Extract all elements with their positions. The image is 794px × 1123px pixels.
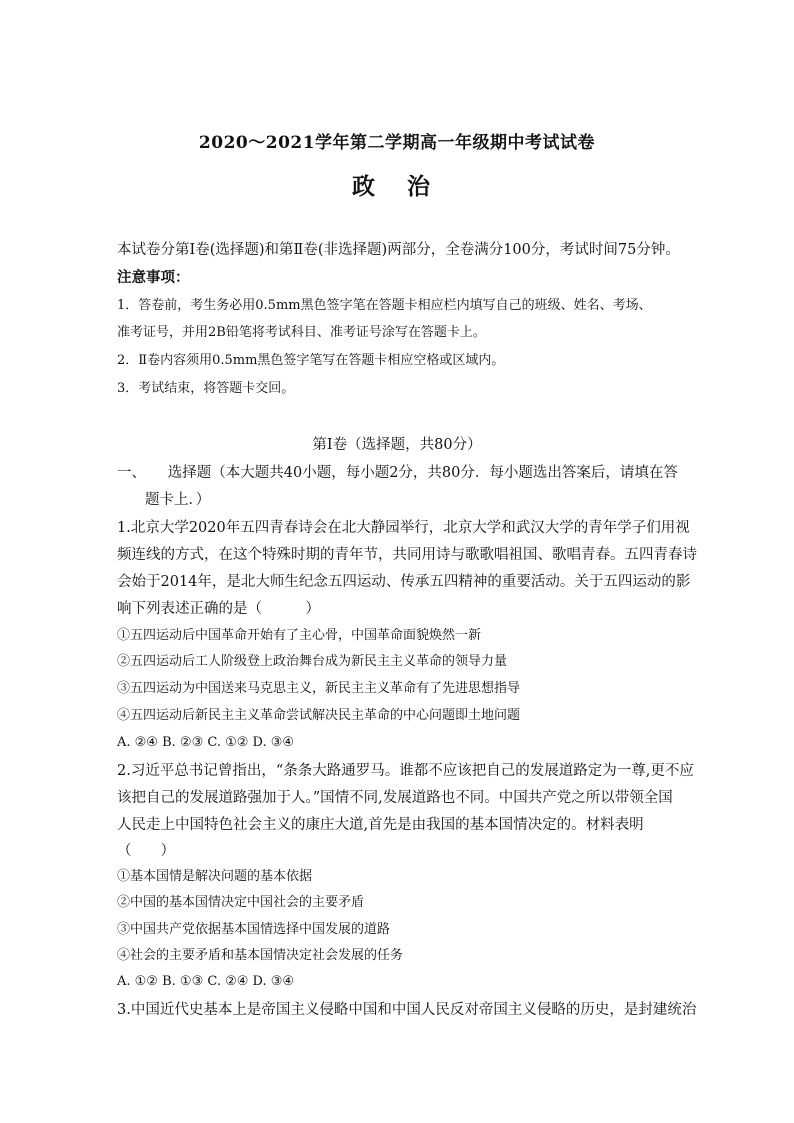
question-option: ①五四运动后中国革命开始有了主心骨，中国革命面貌焕然一新 bbox=[117, 628, 482, 643]
question-option: ④社会的主要矛盾和基本国情决定社会发展的任务 bbox=[117, 948, 404, 963]
question-option: ③五四运动为中国送来马克思主义，新民主主义革命有了先进思想指导 bbox=[117, 681, 521, 696]
subject-title: 政 治 bbox=[351, 173, 442, 200]
question-stem: 3.中国近代史基本上是帝国主义侵略中国和中国人民反对帝国主义侵略的历史，是封建统治 bbox=[117, 1002, 697, 1018]
notice-line: 3．考试结束，将答题卡交回。 bbox=[117, 381, 295, 396]
answer-choices: A. ②④ B. ②③ C. ①② D. ③④ bbox=[117, 735, 295, 750]
section-heading: 第Ⅰ卷（选择题，共80分） bbox=[312, 437, 482, 453]
question-stem: （ ） bbox=[117, 843, 175, 859]
question-stem: 该把自己的发展道路强加于人。”国情不同,发展道路也不同。中国共产党之所以带领全国 bbox=[117, 790, 673, 806]
question-stem: 会始于2014年，是北大师生纪念五四运动、传承五四精神的重要活动。关于五四运动的影 bbox=[117, 574, 691, 590]
question-option: ②五四运动后工人阶级登上政治舞台成为新民主主义革命的领导力量 bbox=[117, 654, 508, 669]
exam-description: 本试卷分第Ⅰ卷(选择题)和第Ⅱ卷(非选择题)两部分，全卷满分100分，考试时间75分钟。 bbox=[117, 242, 680, 258]
question-option: ①基本国情是解决问题的基本依据 bbox=[117, 869, 313, 884]
question-stem: 频连线的方式，在这个特殊时期的青年节，共同用诗与歌歌唱祖国、歌唱青春。五四青春诗 bbox=[117, 547, 697, 563]
question-option: ④五四运动后新民主主义革命尝试解决民主革命的中心问题即土地问题 bbox=[117, 708, 521, 723]
question-stem: 2.习近平总书记曾指出，“条条大路通罗马。谁都不应该把自己的发展道路定为一尊,更不应 bbox=[117, 763, 694, 779]
question-stem: 响下列表述正确的是（ ） bbox=[117, 601, 320, 617]
notice-heading: 注意事项： bbox=[117, 269, 190, 286]
notice-line: 准考证号，并用2B铅笔将考试科目、准考证号涂写在答题卡上。 bbox=[117, 325, 486, 340]
answer-choices: A. ①② B. ①③ C. ②④ D. ③④ bbox=[117, 974, 295, 989]
notice-line: 2．Ⅱ卷内容须用0.5mm黑色签字笔写在答题卡相应空格或区域内。 bbox=[117, 353, 505, 368]
question-option: ③中国共产党依据基本国情选择中国发展的道路 bbox=[117, 922, 391, 937]
question-option: ②中国的基本国情决定中国社会的主要矛盾 bbox=[117, 895, 365, 910]
question-stem: 1.北京大学2020年五四青春诗会在北大静园举行，北京大学和武汉大学的青年学子们用视 bbox=[117, 520, 690, 536]
section-instruction: 一、 选择题（本大题共40小题，每小题2分，共80分．每小题选出答案后，请填在答 bbox=[117, 465, 678, 481]
section-instruction: 题卡上．） bbox=[145, 492, 211, 508]
question-stem: 人民走上中国特色社会主义的康庄大道,首先是由我国的基本国情决定的。材料表明 bbox=[117, 817, 644, 833]
notice-line: 1．答卷前，考生务必用0.5mm黑色签字笔在答题卡相应栏内填写自己的班级、姓名、考场、 bbox=[117, 298, 652, 313]
exam-title: 2020～2021学年第二学期高一年级期中考试试卷 bbox=[198, 133, 596, 153]
